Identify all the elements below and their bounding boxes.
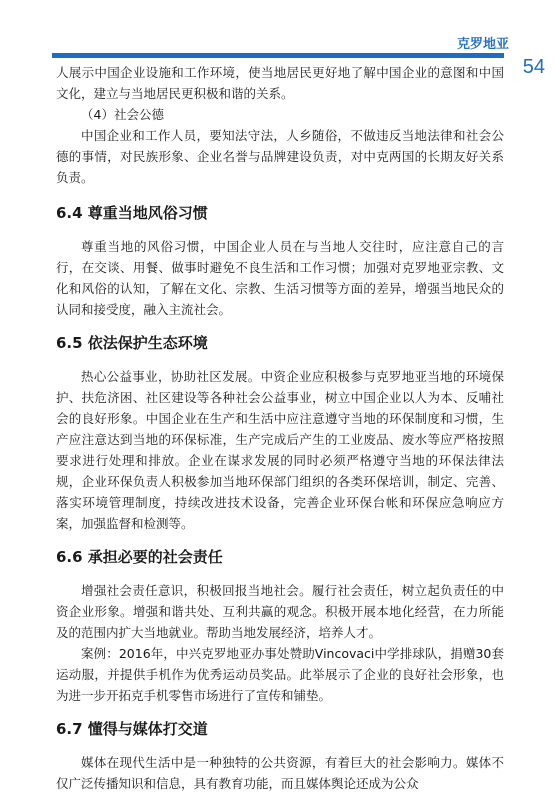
header-rule [52,53,504,58]
paragraph-environment: 热心公益事业，协助社区发展。中资企业应积极参与克罗地亚当地的环境保护、扶危济困、社区建设等各种社会公益事业，树立中国企业以人为本、反哺社会的良好形象。中国企业在生产和生活中应注意遵守当地的环保制度和习惯，生产应注意达到当地的环保标准，生产完成后产生的工业废品、废水等应严格按照要求进行处理和排放。企业在谋求发展的同时必须严格遵守当地的环保法律法规，企业环保负责人积极参加当地环保部门组织的各类环保培训，制定、完善、落实环境管理制度，持续改进技术设备，完善企业环保台帐和环保应急响应方案，加强监督和检测等。 [56,369,504,531]
page-body [56,62,504,794]
header-title: 克罗地亚 [456,37,509,52]
section-heading-6-6: 6.6 承担必要的社会责任 [56,548,223,566]
subsection-heading-social-ethics: （4）社会公德 [81,107,164,122]
page-number: 54 [522,56,545,78]
section-heading-6-5: 6.5 依法保护生态环境 [56,334,208,352]
paragraph-customs: 尊重当地的风俗习惯，中国企业人员在与当地人交往时，应注意自己的言行，在交谈、用餐、做事时避免不良生活和工作习惯；加强对克罗地亚宗教、文化和风俗的认知，了解在文化、宗教、生活习惯等方面的差异，增强当地民众的认同和接受度，融入主流社会。 [56,239,504,317]
paragraph-case-study: 案例：2016年，中兴克罗地亚办事处赞助Vincovaci中学排球队，捐赠30套运动服，并提供手机作为优秀运动员奖品。此举展示了企业的良好社会形象，也为进一步开拓克手机零售市场进行了宣传和铺垫。 [56,646,504,703]
section-heading-6-7: 6.7 懂得与媒体打交道 [56,720,208,738]
paragraph-media: 媒体在现代生活中是一种独特的公共资源，有着巨大的社会影响力。媒体不仅广泛传播知识和信息，具有教育功能，而且媒体舆论还成为公众 [56,755,504,791]
paragraph-continuation: 人展示中国企业设施和工作环境，使当地居民更好地了解中国企业的意图和中国文化，建立与当地居民更积极和谐的关系。 [56,65,504,101]
paragraph-social-responsibility: 增强社会责任意识，积极回报当地社会。履行社会责任，树立起负责任的中资企业形象。增强和谐共处、互利共赢的观念。积极开展本地化经营，在力所能及的范围内扩大当地就业。帮助当地发展经济，培养人才。 [56,583,504,640]
paragraph-social-ethics: 中国企业和工作人员，要知法守法，人乡随俗，不做违反当地法律和社会公德的事情，对民族形象、企业名誉与品牌建设负责，对中克两国的长期友好关系负责。 [56,128,504,185]
section-heading-6-4: 6.4 尊重当地风俗习惯 [56,204,208,222]
